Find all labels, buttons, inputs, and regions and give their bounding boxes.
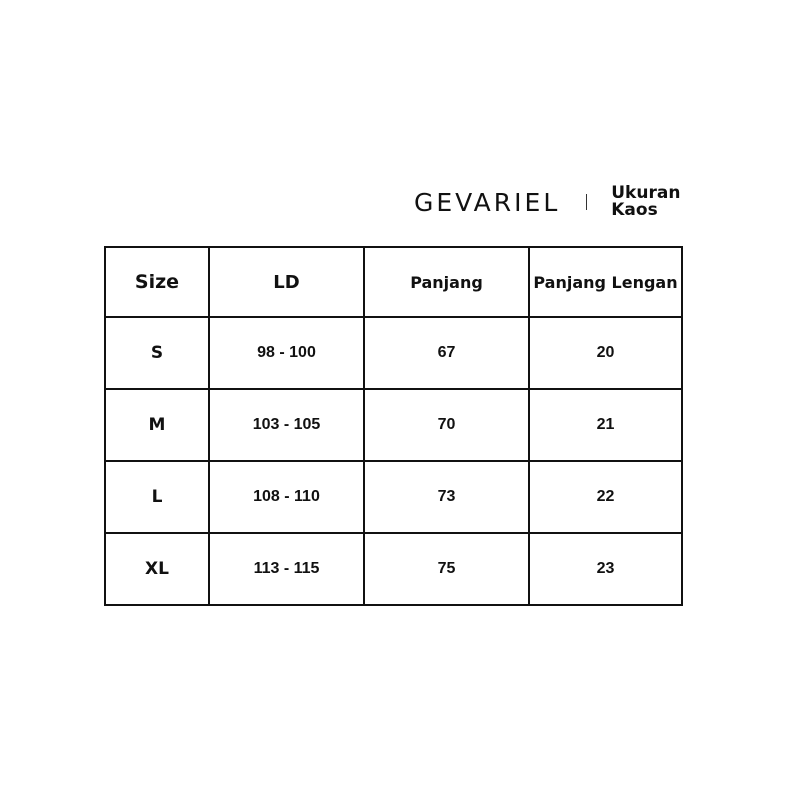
table-row <box>105 461 682 533</box>
page-header <box>414 182 680 222</box>
cell-size: L <box>105 461 209 533</box>
header-divider <box>586 194 587 210</box>
column-header-panjang: Panjang <box>364 247 529 317</box>
cell-ld: 103 - 105 <box>209 389 364 461</box>
column-header-ld: LD <box>209 247 364 317</box>
table-row <box>105 389 682 461</box>
cell-ld: 98 - 100 <box>209 317 364 389</box>
cell-ld: 113 - 115 <box>209 533 364 605</box>
cell-ld: 108 - 110 <box>209 461 364 533</box>
column-header-panjang-lengan: Panjang Lengan <box>529 247 682 317</box>
cell-panjang-lengan: 21 <box>529 389 682 461</box>
subtitle-line-2: Kaos <box>611 200 658 220</box>
cell-panjang: 70 <box>364 389 529 461</box>
table-header-row <box>105 247 682 317</box>
cell-size: S <box>105 317 209 389</box>
cell-panjang-lengan: 23 <box>529 533 682 605</box>
cell-size: XL <box>105 533 209 605</box>
brand-logo: GEVARIEL <box>414 187 561 217</box>
cell-panjang-lengan: 20 <box>529 317 682 389</box>
cell-panjang: 75 <box>364 533 529 605</box>
cell-panjang-lengan: 22 <box>529 461 682 533</box>
table-row <box>105 317 682 389</box>
cell-panjang: 67 <box>364 317 529 389</box>
cell-panjang: 73 <box>364 461 529 533</box>
column-header-size: Size <box>105 247 209 317</box>
table-row <box>105 533 682 605</box>
subtitle-line-1: Ukuran <box>611 183 681 203</box>
page-subtitle <box>611 185 680 219</box>
cell-size: M <box>105 389 209 461</box>
size-chart-table <box>104 246 683 606</box>
